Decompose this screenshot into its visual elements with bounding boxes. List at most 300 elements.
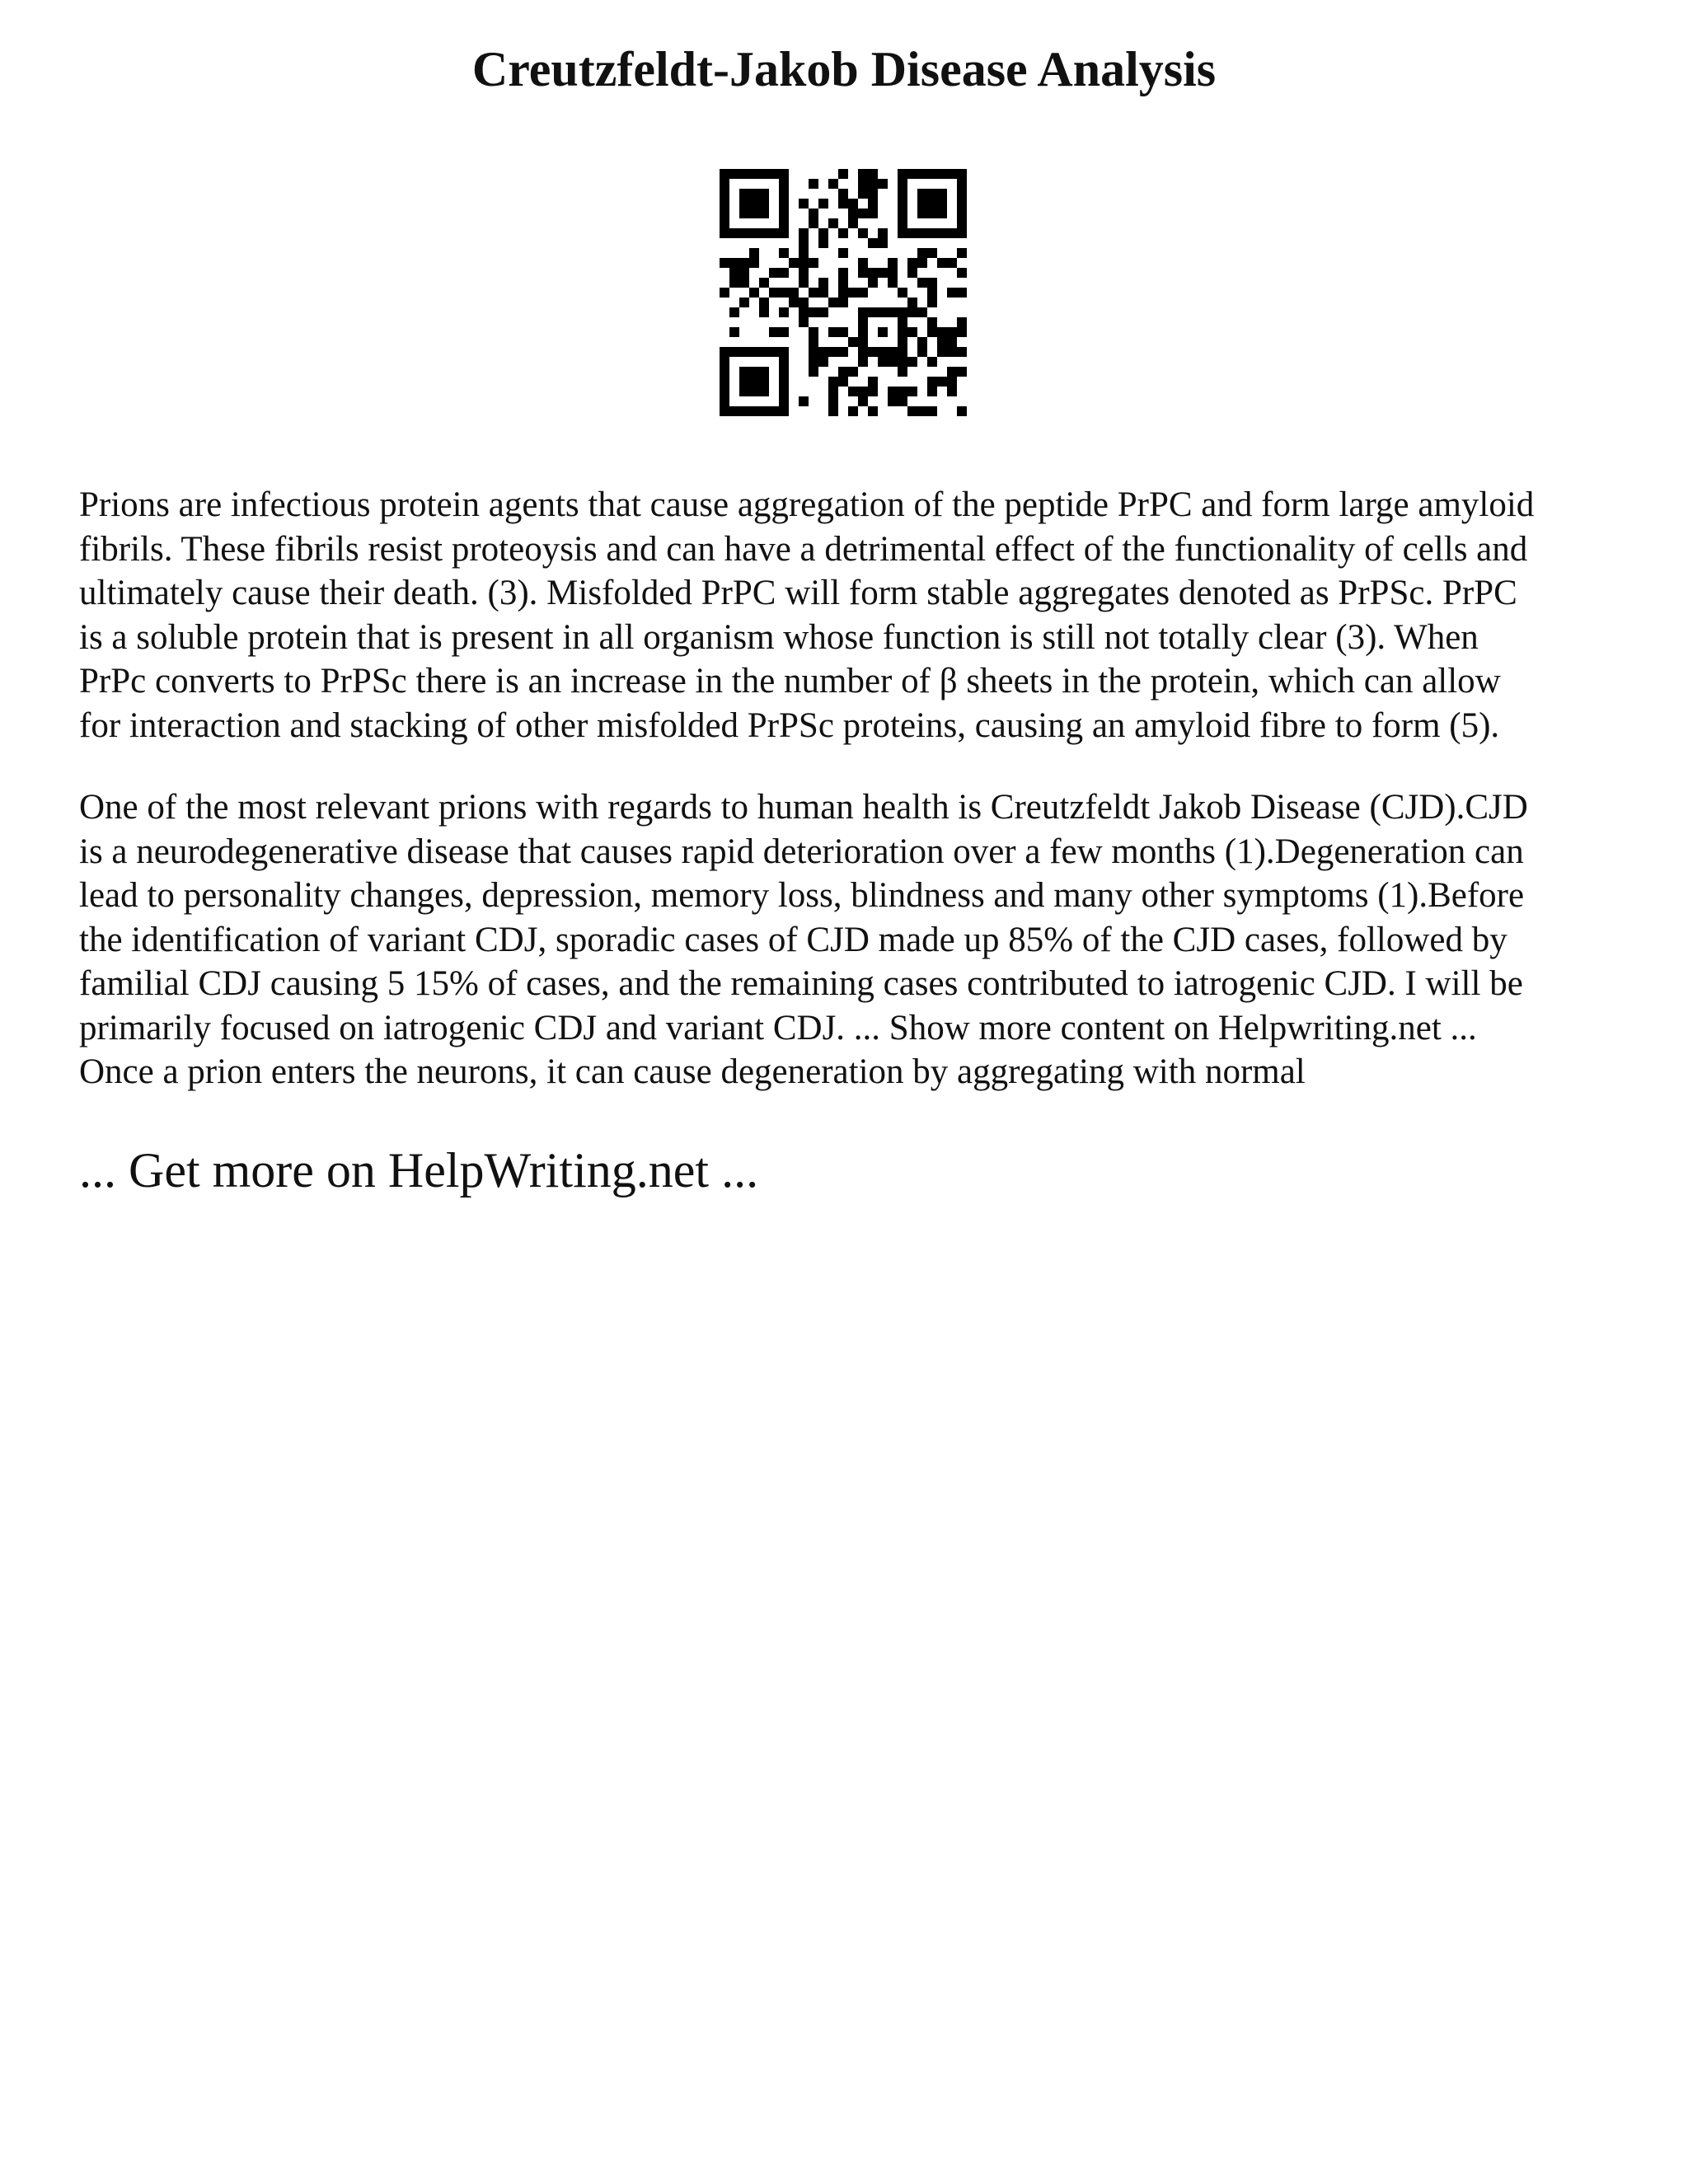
qr-module bbox=[957, 209, 967, 218]
qr-module bbox=[888, 268, 898, 278]
qr-module bbox=[838, 367, 848, 377]
qr-module bbox=[957, 367, 967, 377]
qr-module bbox=[739, 228, 749, 238]
qr-module bbox=[917, 406, 927, 416]
qr-module bbox=[907, 268, 917, 278]
qr-module bbox=[858, 387, 868, 396]
qr-module bbox=[720, 169, 729, 179]
qr-module bbox=[759, 278, 769, 288]
qr-module bbox=[917, 189, 927, 199]
qr-module bbox=[917, 209, 927, 218]
qr-module bbox=[898, 357, 907, 367]
qr-module bbox=[720, 357, 729, 367]
qr-module bbox=[818, 357, 828, 367]
qr-module bbox=[779, 367, 789, 377]
qr-module bbox=[779, 189, 789, 199]
qr-module bbox=[749, 288, 759, 298]
qr-module bbox=[858, 347, 868, 357]
qr-module bbox=[917, 347, 927, 357]
qr-module bbox=[947, 367, 957, 377]
paragraph-line: is a soluble protein that is present in all organism whose function is still not totally clear (3). When bbox=[79, 617, 1479, 657]
qr-module bbox=[927, 298, 937, 307]
qr-module bbox=[739, 209, 749, 218]
qr-module bbox=[749, 367, 759, 377]
qr-module bbox=[868, 199, 878, 209]
qr-module bbox=[789, 258, 799, 268]
qr-module bbox=[779, 268, 789, 278]
qr-module bbox=[749, 406, 759, 416]
qr-module bbox=[858, 268, 868, 278]
qr-module bbox=[927, 278, 937, 288]
qr-module bbox=[947, 327, 957, 337]
qr-module bbox=[729, 406, 739, 416]
qr-module bbox=[878, 238, 888, 248]
qr-module bbox=[858, 357, 868, 367]
qr-module bbox=[898, 337, 907, 347]
qr-module bbox=[818, 288, 828, 298]
qr-module bbox=[729, 228, 739, 238]
qr-module bbox=[898, 307, 907, 317]
qr-module bbox=[779, 209, 789, 218]
qr-module bbox=[868, 238, 878, 248]
qr-module bbox=[739, 298, 749, 307]
qr-module bbox=[779, 169, 789, 179]
qr-module bbox=[907, 228, 917, 238]
paragraph-line: primarily focused on iatrogenic CDJ and variant CDJ. ... Show more content on Helpwriting.net ... bbox=[79, 1008, 1477, 1047]
qr-module bbox=[779, 347, 789, 357]
qr-module bbox=[828, 218, 838, 228]
qr-module bbox=[957, 248, 967, 258]
qr-module bbox=[898, 218, 907, 228]
qr-module bbox=[947, 288, 957, 298]
qr-module bbox=[749, 169, 759, 179]
qr-module bbox=[720, 396, 729, 406]
qr-module bbox=[720, 189, 729, 199]
paragraph-line: One of the most relevant prions with regards to human health is Creutzfeldt Jakob Disease (CJD).CJD bbox=[79, 788, 1528, 827]
qr-module bbox=[838, 199, 848, 209]
qr-module bbox=[878, 228, 888, 238]
qr-module bbox=[927, 209, 937, 218]
qr-module bbox=[818, 278, 828, 288]
qr-module bbox=[917, 228, 927, 238]
qr-module bbox=[848, 209, 858, 218]
qr-module bbox=[888, 387, 898, 396]
qr-module bbox=[759, 228, 769, 238]
qr-module bbox=[779, 228, 789, 238]
qr-module bbox=[957, 327, 967, 337]
qr-module bbox=[957, 268, 967, 278]
qr-module bbox=[828, 327, 838, 337]
qr-module bbox=[898, 317, 907, 327]
qr-code-graphic bbox=[720, 169, 967, 416]
qr-module bbox=[937, 209, 947, 218]
qr-module bbox=[720, 377, 729, 387]
qr-module bbox=[838, 268, 848, 278]
qr-module bbox=[789, 298, 799, 307]
qr-module bbox=[927, 199, 937, 209]
qr-module bbox=[769, 288, 779, 298]
qr-module bbox=[799, 396, 809, 406]
qr-module bbox=[957, 169, 967, 179]
qr-module bbox=[848, 337, 858, 347]
qr-module bbox=[868, 209, 878, 218]
paragraph-line: the identification of variant CDJ, sporadic cases of CJD made up 85% of the CJD cases, followed by bbox=[79, 920, 1507, 959]
qr-module bbox=[898, 169, 907, 179]
qr-module bbox=[779, 377, 789, 387]
qr-module bbox=[779, 406, 789, 416]
qr-module bbox=[898, 367, 907, 377]
qr-module bbox=[828, 396, 838, 406]
qr-module bbox=[888, 396, 898, 406]
qr-module bbox=[818, 307, 828, 317]
qr-module bbox=[858, 327, 868, 337]
qr-module bbox=[838, 327, 848, 337]
qr-module bbox=[779, 327, 789, 337]
qr-module bbox=[927, 377, 937, 387]
qr-module bbox=[789, 288, 799, 298]
qr-module bbox=[779, 218, 789, 228]
qr-module bbox=[878, 307, 888, 317]
qr-module bbox=[858, 307, 868, 317]
qr-module bbox=[907, 406, 917, 416]
qr-module bbox=[799, 317, 809, 327]
qr-module bbox=[947, 387, 957, 396]
qr-module bbox=[799, 307, 809, 317]
qr-module bbox=[828, 387, 838, 396]
qr-module bbox=[937, 258, 947, 268]
qr-module bbox=[809, 347, 818, 357]
qr-module bbox=[779, 199, 789, 209]
qr-module bbox=[779, 179, 789, 189]
qr-module bbox=[888, 357, 898, 367]
qr-module bbox=[779, 357, 789, 367]
qr-module bbox=[868, 387, 878, 396]
qr-module bbox=[779, 396, 789, 406]
qr-module bbox=[769, 406, 779, 416]
qr-module bbox=[799, 298, 809, 307]
qr-code-icon bbox=[720, 169, 967, 416]
qr-module bbox=[838, 288, 848, 298]
qr-module bbox=[868, 179, 878, 189]
qr-module bbox=[759, 347, 769, 357]
qr-module bbox=[858, 317, 868, 327]
qr-module bbox=[779, 248, 789, 258]
qr-module bbox=[947, 258, 957, 268]
qr-module bbox=[828, 377, 838, 387]
qr-module bbox=[917, 337, 927, 347]
qr-module bbox=[818, 199, 828, 209]
qr-module bbox=[759, 189, 769, 199]
qr-module bbox=[749, 248, 759, 258]
qr-module bbox=[888, 258, 898, 268]
qr-module bbox=[898, 199, 907, 209]
qr-module bbox=[848, 406, 858, 416]
qr-module bbox=[799, 238, 809, 248]
qr-module bbox=[749, 199, 759, 209]
paragraph-line: Prions are infectious protein agents that cause aggregation of the peptide PrPC and form large amyloid bbox=[79, 485, 1535, 524]
qr-module bbox=[759, 209, 769, 218]
qr-module bbox=[878, 357, 888, 367]
qr-module bbox=[937, 228, 947, 238]
qr-module bbox=[720, 179, 729, 189]
qr-module bbox=[868, 268, 878, 278]
qr-module bbox=[828, 298, 838, 307]
paragraph-line: is a neurodegenerative disease that causes rapid deterioration over a few months (1).Degeneration can bbox=[79, 832, 1524, 871]
qr-module bbox=[907, 357, 917, 367]
qr-module bbox=[878, 268, 888, 278]
paragraph-line: ultimately cause their death. (3). Misfolded PrPC will form stable aggregates denoted as PrPSc. PrPC bbox=[79, 574, 1517, 612]
get-more-link[interactable]: ... Get more on HelpWriting.net ... bbox=[79, 1143, 759, 1197]
qr-module bbox=[720, 347, 729, 357]
qr-module bbox=[927, 189, 937, 199]
qr-module bbox=[898, 347, 907, 357]
qr-module bbox=[799, 248, 809, 258]
qr-module bbox=[729, 307, 739, 317]
qr-module bbox=[937, 377, 947, 387]
qr-module bbox=[907, 258, 917, 268]
qr-module bbox=[759, 199, 769, 209]
qr-module bbox=[937, 347, 947, 357]
qr-module bbox=[739, 169, 749, 179]
qr-module bbox=[927, 248, 937, 258]
qr-module bbox=[809, 179, 818, 189]
qr-module bbox=[848, 288, 858, 298]
qr-module bbox=[759, 298, 769, 307]
qr-module bbox=[809, 337, 818, 347]
qr-module bbox=[858, 337, 868, 347]
paragraph-line: familial CDJ causing 5 15% of cases, and the remaining cases contributed to iatrogenic CJD. I will be bbox=[79, 964, 1523, 1003]
qr-module bbox=[799, 268, 809, 278]
qr-module bbox=[799, 228, 809, 238]
qr-module bbox=[957, 406, 967, 416]
qr-module bbox=[957, 189, 967, 199]
qr-module bbox=[720, 209, 729, 218]
qr-module bbox=[898, 387, 907, 396]
qr-module bbox=[927, 169, 937, 179]
qr-module bbox=[957, 317, 967, 327]
qr-module bbox=[838, 278, 848, 288]
qr-module bbox=[720, 288, 729, 298]
qr-module bbox=[947, 337, 957, 347]
qr-module bbox=[927, 228, 937, 238]
paragraph-line: lead to personality changes, depression, memory loss, blindness and many other symptoms (1).Before bbox=[79, 876, 1525, 915]
qr-module bbox=[907, 298, 917, 307]
qr-module bbox=[957, 218, 967, 228]
qr-module bbox=[927, 317, 937, 327]
qr-module bbox=[759, 307, 769, 317]
qr-module bbox=[868, 347, 878, 357]
qr-module bbox=[898, 189, 907, 199]
qr-module bbox=[809, 258, 818, 268]
qr-module bbox=[749, 377, 759, 387]
qr-module bbox=[720, 199, 729, 209]
paragraph-line: PrPc converts to PrPSc there is an increase in the number of β sheets in the protein, which can allow bbox=[79, 662, 1501, 701]
qr-module bbox=[779, 307, 789, 317]
qr-module bbox=[809, 327, 818, 337]
qr-module bbox=[838, 169, 848, 179]
qr-module bbox=[828, 179, 838, 189]
qr-module bbox=[818, 347, 828, 357]
qr-module bbox=[868, 377, 878, 387]
qr-module bbox=[749, 228, 759, 238]
qr-module bbox=[858, 288, 868, 298]
qr-module bbox=[898, 396, 907, 406]
paragraph-1 bbox=[79, 483, 1620, 748]
qr-module bbox=[818, 238, 828, 248]
qr-module bbox=[739, 377, 749, 387]
qr-module bbox=[858, 169, 868, 179]
qr-module bbox=[917, 258, 927, 268]
qr-module bbox=[759, 377, 769, 387]
qr-module bbox=[907, 327, 917, 337]
qr-module bbox=[927, 406, 937, 416]
qr-module bbox=[759, 387, 769, 396]
qr-module bbox=[937, 189, 947, 199]
qr-module bbox=[898, 179, 907, 189]
qr-module bbox=[848, 199, 858, 209]
qr-module bbox=[868, 189, 878, 199]
qr-module bbox=[927, 357, 937, 367]
qr-module bbox=[858, 209, 868, 218]
paragraph-line: fibrils. These fibrils resist proteoysis and can have a detrimental effect of the functionality of cells and bbox=[79, 529, 1528, 569]
qr-module bbox=[937, 337, 947, 347]
qr-module bbox=[888, 278, 898, 288]
qr-module bbox=[749, 189, 759, 199]
qr-module bbox=[720, 387, 729, 396]
qr-module bbox=[878, 327, 888, 337]
qr-module bbox=[838, 228, 848, 238]
paragraph-line: Once a prion enters the neurons, it can cause degeneration by aggregating with normal bbox=[79, 1052, 1306, 1091]
qr-module bbox=[828, 347, 838, 357]
qr-module bbox=[739, 268, 749, 278]
qr-module bbox=[818, 228, 828, 238]
qr-module bbox=[947, 377, 957, 387]
qr-module bbox=[769, 169, 779, 179]
qr-module bbox=[729, 278, 739, 288]
qr-module bbox=[917, 307, 927, 317]
document-title: Creutzfeldt-Jakob Disease Analysis bbox=[471, 42, 1217, 96]
qr-module bbox=[739, 189, 749, 199]
qr-module bbox=[898, 228, 907, 238]
qr-module bbox=[957, 288, 967, 298]
qr-module bbox=[917, 278, 927, 288]
qr-module bbox=[739, 258, 749, 268]
qr-module bbox=[858, 228, 868, 238]
qr-module bbox=[907, 307, 917, 317]
qr-module bbox=[739, 199, 749, 209]
qr-module bbox=[809, 218, 818, 228]
qr-module bbox=[937, 199, 947, 209]
qr-module bbox=[729, 268, 739, 278]
qr-module bbox=[749, 209, 759, 218]
qr-module bbox=[907, 387, 917, 396]
qr-module bbox=[917, 169, 927, 179]
qr-module bbox=[957, 199, 967, 209]
qr-module bbox=[937, 327, 947, 337]
qr-module bbox=[957, 347, 967, 357]
qr-module bbox=[848, 218, 858, 228]
qr-module bbox=[868, 406, 878, 416]
qr-module bbox=[749, 347, 759, 357]
qr-module bbox=[947, 347, 957, 357]
qr-module bbox=[838, 377, 848, 387]
qr-module bbox=[937, 169, 947, 179]
qr-module bbox=[720, 367, 729, 377]
paragraph-2 bbox=[79, 785, 1620, 1094]
qr-module bbox=[809, 367, 818, 377]
qr-module bbox=[927, 288, 937, 298]
qr-module bbox=[828, 406, 838, 416]
qr-module bbox=[838, 189, 848, 199]
qr-module bbox=[927, 387, 937, 396]
qr-module bbox=[838, 298, 848, 307]
qr-module bbox=[769, 347, 779, 357]
qr-module bbox=[809, 307, 818, 317]
qr-module bbox=[729, 327, 739, 337]
qr-module bbox=[769, 327, 779, 337]
qr-module bbox=[888, 347, 898, 357]
qr-module bbox=[848, 367, 858, 377]
qr-module bbox=[878, 347, 888, 357]
qr-module bbox=[769, 228, 779, 238]
qr-module bbox=[720, 218, 729, 228]
qr-module bbox=[838, 347, 848, 357]
qr-module bbox=[739, 347, 749, 357]
qr-module bbox=[868, 169, 878, 179]
qr-module bbox=[898, 209, 907, 218]
qr-module bbox=[868, 307, 878, 317]
qr-module bbox=[729, 169, 739, 179]
qr-module bbox=[799, 258, 809, 268]
qr-module bbox=[799, 278, 809, 288]
qr-module bbox=[858, 258, 868, 268]
qr-module bbox=[858, 189, 868, 199]
qr-module bbox=[868, 278, 878, 288]
qr-module bbox=[947, 169, 957, 179]
qr-module bbox=[769, 268, 779, 278]
qr-module bbox=[739, 278, 749, 288]
qr-module bbox=[898, 327, 907, 337]
qr-module bbox=[858, 179, 868, 189]
qr-module bbox=[759, 367, 769, 377]
qr-module bbox=[888, 307, 898, 317]
qr-module bbox=[848, 387, 858, 396]
qr-module bbox=[809, 209, 818, 218]
qr-module bbox=[957, 228, 967, 238]
qr-module bbox=[779, 288, 789, 298]
qr-module bbox=[907, 169, 917, 179]
qr-module bbox=[739, 406, 749, 416]
qr-module bbox=[838, 248, 848, 258]
qr-module bbox=[957, 179, 967, 189]
qr-module bbox=[720, 406, 729, 416]
qr-module bbox=[739, 387, 749, 396]
qr-module bbox=[720, 228, 729, 238]
qr-module bbox=[917, 199, 927, 209]
qr-module bbox=[799, 199, 809, 209]
qr-module bbox=[898, 288, 907, 298]
qr-module bbox=[779, 387, 789, 396]
paragraph-line: for interaction and stacking of other misfolded PrPSc proteins, causing an amyloid fibre to form (5). bbox=[79, 705, 1500, 745]
qr-module bbox=[809, 357, 818, 367]
qr-module bbox=[729, 258, 739, 268]
qr-module bbox=[927, 327, 937, 337]
qr-module bbox=[759, 169, 769, 179]
qr-module bbox=[917, 248, 927, 258]
qr-module bbox=[759, 406, 769, 416]
qr-module bbox=[749, 258, 759, 268]
qr-module bbox=[947, 228, 957, 238]
